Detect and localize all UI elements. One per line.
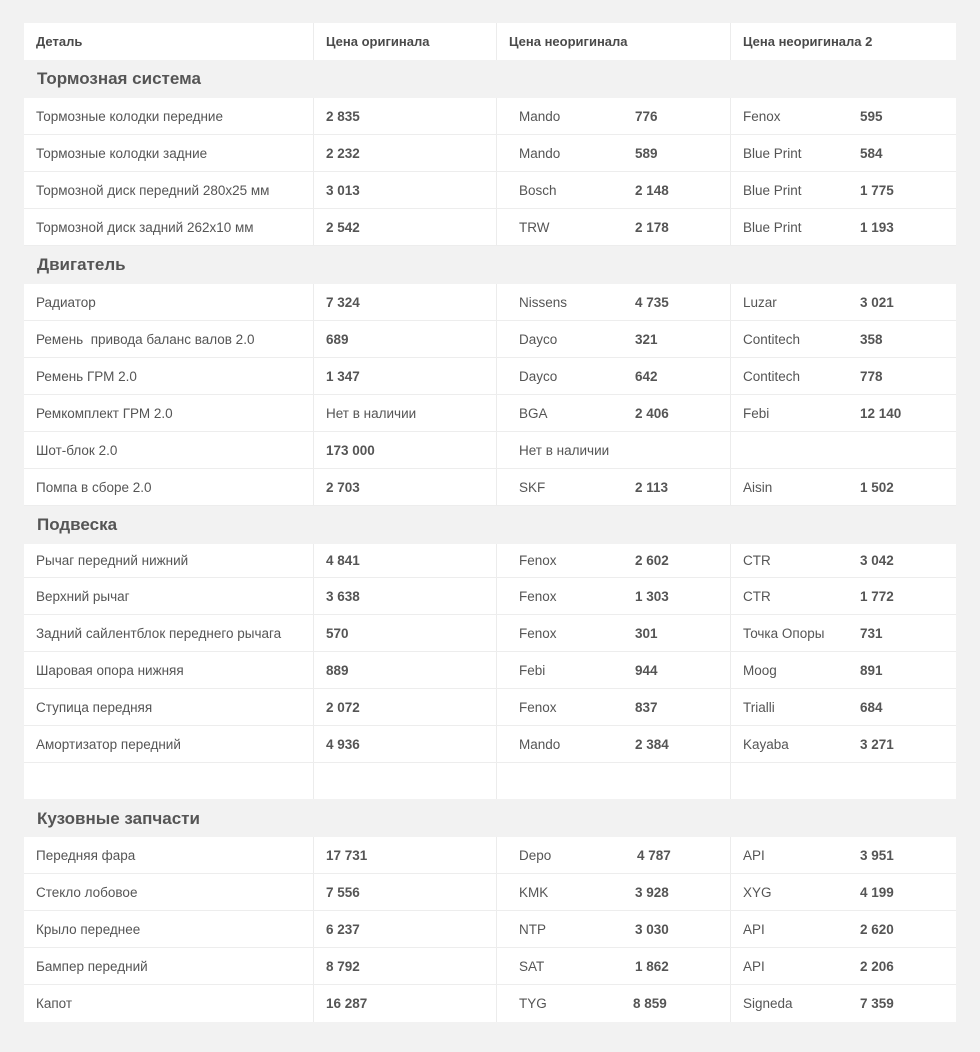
- brand-1: Nissens: [519, 294, 568, 310]
- price-2: 778: [860, 368, 883, 384]
- orig-price: 4 841: [314, 544, 497, 577]
- orig-price: Нет в наличии: [314, 395, 497, 431]
- price-1: 4 735: [635, 294, 669, 310]
- brand-2: Luzar: [743, 294, 777, 310]
- part-name: Тормозные колодки передние: [24, 98, 314, 134]
- part-name: Ступица передняя: [24, 689, 314, 725]
- price-2: 1 775: [860, 182, 894, 198]
- brand-1: NTP: [519, 921, 546, 937]
- part-name: Радиатор: [24, 284, 314, 320]
- price-1: 589: [635, 145, 658, 161]
- part-name: Тормозной диск передний 280x25 мм: [24, 172, 314, 208]
- price-1: 3 030: [635, 921, 669, 937]
- brand-2: Kayaba: [743, 736, 789, 752]
- section-title-body-parts: Кузовные запчасти: [24, 801, 956, 837]
- price-2: 3 042: [860, 553, 894, 568]
- brand-2: CTR: [743, 553, 771, 568]
- brand-2: Fenox: [743, 108, 781, 124]
- orig-price: 173 000: [314, 432, 497, 468]
- price-1: 3 928: [635, 884, 669, 900]
- brand-2: API: [743, 921, 765, 937]
- table-row: [24, 874, 956, 911]
- price-2: 584: [860, 145, 883, 161]
- part-name: Амортизатор передний: [24, 726, 314, 762]
- brand-1: Bosch: [519, 182, 557, 198]
- part-name: Помпа в сборе 2.0: [24, 469, 314, 505]
- part-name: Передняя фара: [24, 837, 314, 873]
- brand-1: TYG: [519, 996, 547, 1011]
- price-2: 3 021: [860, 294, 894, 310]
- part-name: Тормозной диск задний 262x10 мм: [24, 209, 314, 245]
- price-2: 3 271: [860, 736, 894, 752]
- price-2: 12 140: [860, 405, 902, 421]
- price-2: 684: [860, 699, 883, 715]
- part-name: Верхний рычаг: [24, 578, 314, 614]
- price-1: 642: [635, 368, 658, 384]
- part-name: Ремень привода баланс валов 2.0: [24, 321, 314, 357]
- price-2: 731: [860, 625, 883, 641]
- price-2: 595: [860, 108, 883, 124]
- section-title-suspension: Подвеска: [24, 506, 956, 544]
- brand-2: API: [743, 847, 765, 863]
- brand-1: TRW: [519, 219, 550, 235]
- part-name: Шот-блок 2.0: [24, 432, 314, 468]
- brand-2: CTR: [743, 588, 771, 604]
- table-row: [24, 652, 956, 689]
- brand-2: Trialli: [743, 699, 775, 715]
- price-1: 776: [635, 108, 658, 124]
- price-2: 1 193: [860, 219, 894, 235]
- brand-2: Blue Print: [743, 182, 802, 198]
- brand-1: Febi: [519, 662, 546, 678]
- part-name: Шаровая опора нижняя: [24, 652, 314, 688]
- table-row: [24, 615, 956, 652]
- brand-1: KMK: [519, 884, 549, 900]
- orig-price: 3 013: [314, 172, 497, 208]
- price-1: 1 862: [635, 958, 669, 974]
- table-row: [24, 544, 956, 578]
- empty-cell: [24, 763, 314, 799]
- brand-2: Febi: [743, 405, 770, 421]
- price-1: 301: [635, 625, 658, 641]
- orig-price: 8 792: [314, 948, 497, 984]
- price-1: 837: [635, 699, 658, 715]
- brand-2: Contitech: [743, 368, 801, 384]
- brand-2: Blue Print: [743, 145, 802, 161]
- header-part: Деталь: [24, 23, 314, 60]
- orig-price: 1 347: [314, 358, 497, 394]
- brand-2: Signeda: [743, 996, 793, 1011]
- table-row: [24, 209, 956, 246]
- price-table: [24, 23, 956, 1022]
- price-2: 4 199: [860, 884, 894, 900]
- brand-2: API: [743, 958, 765, 974]
- brand-2: Contitech: [743, 331, 801, 347]
- brand-1: Depo: [519, 847, 552, 863]
- table-row: [24, 321, 956, 358]
- brand-2: Aisin: [743, 479, 773, 495]
- price-1: 944: [635, 662, 658, 678]
- header-nonorig-price: Цена неоригинала: [497, 23, 731, 60]
- price-2: 1 502: [860, 479, 894, 495]
- table-row: [24, 911, 956, 948]
- brand-1: Mando: [519, 108, 561, 124]
- table-row: [24, 98, 956, 135]
- part-name: Ремень ГРМ 2.0: [24, 358, 314, 394]
- part-name: Крыло переднее: [24, 911, 314, 947]
- price-1: 4 787: [637, 847, 671, 863]
- brand-1: Mando: [519, 145, 561, 161]
- table-header: [24, 23, 956, 60]
- brand-1: BGA: [519, 405, 548, 421]
- orig-price: 689: [314, 321, 497, 357]
- price-1: 2 178: [635, 219, 669, 235]
- table-row: [24, 726, 956, 763]
- orig-price: 2 232: [314, 135, 497, 171]
- price-2: 891: [860, 662, 883, 678]
- part-name: Тормозные колодки задние: [24, 135, 314, 171]
- table-row: [24, 395, 956, 432]
- empty-cell: [731, 763, 956, 799]
- price-1: 2 113: [635, 479, 669, 495]
- table-row: [24, 578, 956, 615]
- brand-1: Fenox: [519, 588, 557, 604]
- table-row: [24, 172, 956, 209]
- part-name: Капот: [24, 985, 314, 1022]
- price-1: 2 406: [635, 405, 669, 421]
- price-2: 1 772: [860, 588, 894, 604]
- table-row: [24, 469, 956, 506]
- table-row: [24, 948, 956, 985]
- orig-price: 17 731: [314, 837, 497, 873]
- brand-1: Dayco: [519, 331, 558, 347]
- orig-price: 889: [314, 652, 497, 688]
- brand-2: Blue Print: [743, 219, 802, 235]
- section-title-engine: Двигатель: [24, 246, 956, 284]
- header-orig-price: Цена оригинала: [314, 23, 497, 60]
- table-row: [24, 358, 956, 395]
- table-row: [24, 432, 956, 469]
- table-row: [24, 284, 956, 321]
- orig-price: 2 703: [314, 469, 497, 505]
- part-name: Ремкомплект ГРМ 2.0: [24, 395, 314, 431]
- orig-price: 7 556: [314, 874, 497, 910]
- part-name: Задний сайлентблок переднего рычага: [24, 615, 314, 651]
- price-2: 358: [860, 331, 883, 347]
- brand-1: SAT: [519, 958, 545, 974]
- price-1: 8 859: [633, 996, 667, 1011]
- orig-price: 3 638: [314, 578, 497, 614]
- empty-row: [24, 763, 956, 799]
- price-1: 321: [635, 331, 658, 347]
- brand-1: Fenox: [519, 553, 557, 568]
- price-1: 2 384: [635, 736, 669, 752]
- table-row: [24, 135, 956, 172]
- orig-price: 2 835: [314, 98, 497, 134]
- table-row: [24, 689, 956, 726]
- orig-price: 6 237: [314, 911, 497, 947]
- price-1: 2 148: [635, 182, 669, 198]
- part-name: Бампер передний: [24, 948, 314, 984]
- part-name: Стекло лобовое: [24, 874, 314, 910]
- header-nonorig-price-2: Цена неоригинала 2: [743, 34, 873, 49]
- price-2: 7 359: [860, 996, 894, 1011]
- orig-price: 16 287: [314, 985, 497, 1022]
- brand-1: Mando: [519, 736, 561, 752]
- brand-1: Dayco: [519, 368, 558, 384]
- part-name: Рычаг передний нижний: [24, 544, 314, 577]
- price-1: 1 303: [635, 588, 669, 604]
- price-2: 2 620: [860, 921, 894, 937]
- price-2: 3 951: [860, 847, 894, 863]
- empty-cell: [497, 763, 731, 799]
- price-2: 2 206: [860, 958, 894, 974]
- brand-2: Точка Опоры: [743, 625, 825, 641]
- orig-price: 7 324: [314, 284, 497, 320]
- brand-1: Fenox: [519, 625, 557, 641]
- orig-price: 570: [314, 615, 497, 651]
- brand-1: Fenox: [519, 699, 557, 715]
- orig-price: 2 072: [314, 689, 497, 725]
- price-1: 2 602: [635, 553, 669, 568]
- brand-2: Moog: [743, 662, 777, 678]
- brand-2: XYG: [743, 884, 772, 900]
- orig-price: 4 936: [314, 726, 497, 762]
- empty-cell: [314, 763, 497, 799]
- table-row: [24, 837, 956, 874]
- orig-price: 2 542: [314, 209, 497, 245]
- brand-1: SKF: [519, 479, 546, 495]
- section-title-brakes: Тормозная система: [24, 60, 956, 98]
- brand-1: Нет в наличии: [519, 442, 610, 458]
- table-row: [24, 985, 956, 1022]
